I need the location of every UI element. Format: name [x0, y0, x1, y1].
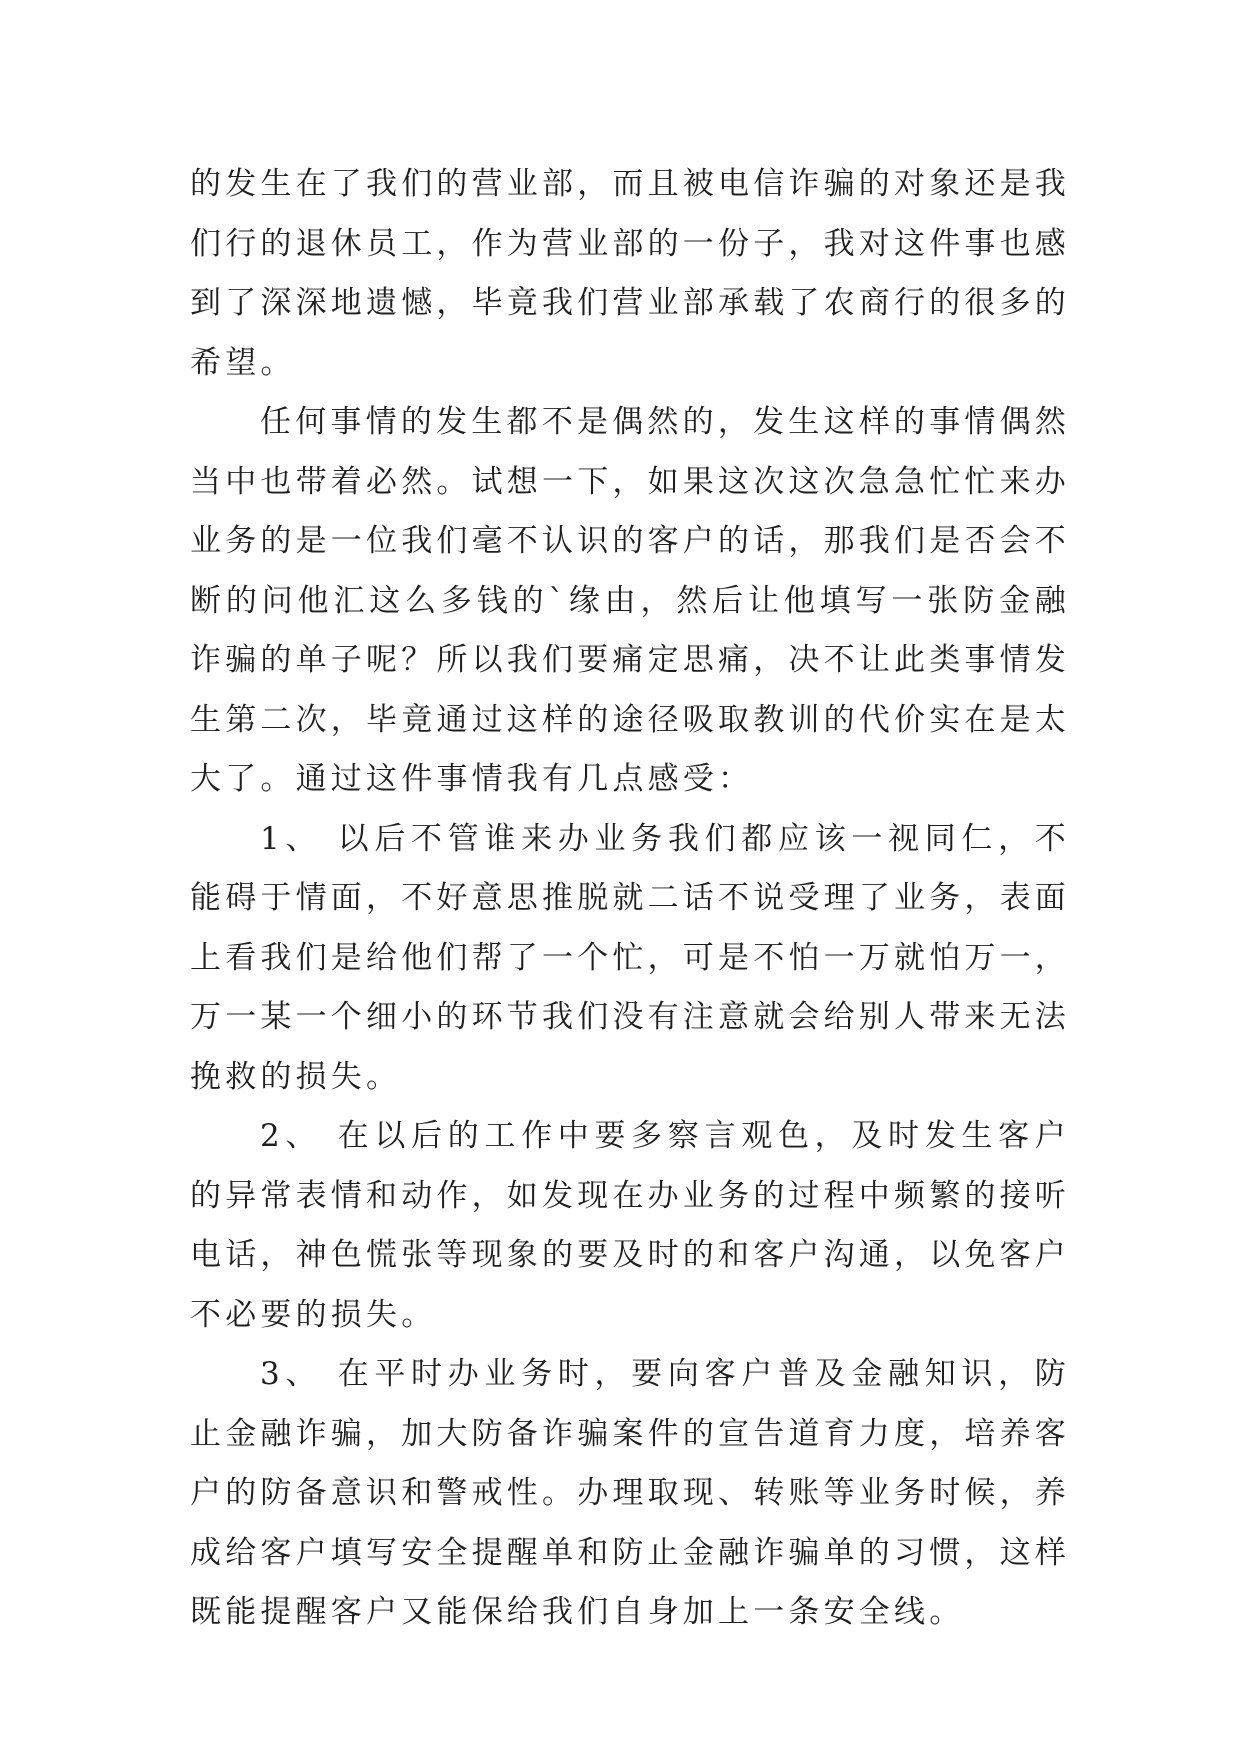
paragraph-3: 1、 以后不管谁来办业务我们都应该一视同仁，不能碍于情面，不好意思推脱就二话不说受理了业务，表面上看我们是给他们帮了一个忙，可是不怕一万就怕万一，万一某一个细小的环节我们没有注意就会给别人带来无法挽救的损失。	[190, 820, 1070, 1095]
paragraph-1: 的发生在了我们的营业部，而且被电信诈骗的对象还是我们行的退休员工，作为营业部的一份子，我对这件事也感到了深深地遗憾，毕竟我们营业部承载了农商行的很多的希望。	[190, 166, 1070, 381]
paragraph-2: 任何事情的发生都不是偶然的，发生这样的事情偶然当中也带着必然。试想一下，如果这次这次急急忙忙来办业务的是一位我们毫不认识的客户的话，那我们是否会不断的问他汇这么多钱的`缘由，然后让他填写一张防金融诈骗的单子呢？所以我们要痛定思痛，决不让此类事情发生第二次，毕竟通过这样的途径吸取教训的代价实在是太大了。通过这件事情我有几点感受：	[190, 404, 1070, 797]
paragraph-4: 2、 在以后的工作中要多察言观色，及时发生客户的异常表情和动作，如发现在办业务的过程中频繁的接听电话，神色慌张等现象的要及时的和客户沟通，以免客户不必要的损失。	[190, 1118, 1070, 1333]
document-body	[190, 155, 1070, 1643]
paragraph-5: 3、 在平时办业务时，要向客户普及金融知识，防止金融诈骗，加大防备诈骗案件的宣告道育力度，培养客户的防备意识和警戒性。办理取现、转账等业务时候，养成给客户填写安全提醒单和防止金融诈骗单的习惯，这样既能提醒客户又能保给我们自身加上一条安全线。	[190, 1356, 1070, 1630]
